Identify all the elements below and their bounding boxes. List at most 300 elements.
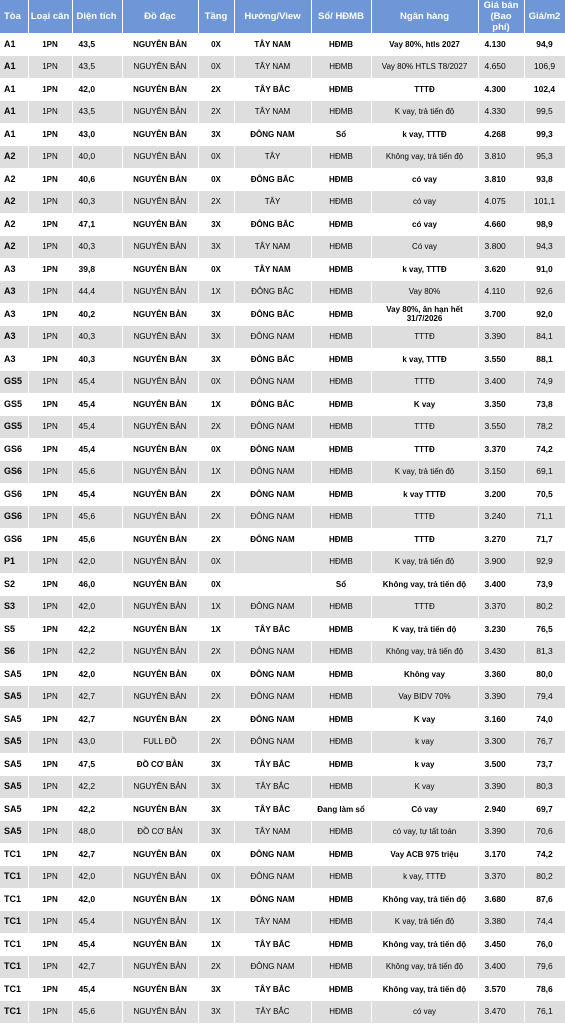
cell-tang: 3X	[198, 213, 234, 236]
cell-gia-ban: 3.550	[478, 416, 524, 439]
cell-tang: 0X	[198, 258, 234, 281]
cell-gia-ban: 3.400	[478, 573, 524, 596]
cell-tang: 1X	[198, 933, 234, 956]
cell-toa: TC1	[0, 1001, 28, 1024]
cell-toa: S2	[0, 573, 28, 596]
cell-dien-tich: 40,3	[72, 348, 122, 371]
cell-ngan-hang: k vay, TTTĐ	[371, 123, 478, 146]
cell-huong: ĐÔNG NAM	[234, 528, 311, 551]
cell-dien-tich: 42,0	[72, 663, 122, 686]
cell-ngan-hang: TTTĐ	[371, 596, 478, 619]
cell-do-dac: NGUYÊN BẢN	[122, 528, 198, 551]
cell-tang: 1X	[198, 461, 234, 484]
cell-gia-ban: 3.230	[478, 618, 524, 641]
cell-gia-m2: 102,4	[524, 78, 565, 101]
cell-dien-tich: 45,6	[72, 528, 122, 551]
cell-gia-ban: 3.240	[478, 506, 524, 529]
cell-loai-can: 1PN	[28, 978, 72, 1001]
cell-huong: ĐÔNG NAM	[234, 663, 311, 686]
cell-toa: A2	[0, 146, 28, 169]
cell-gia-ban: 3.200	[478, 483, 524, 506]
cell-ngan-hang: TTTĐ	[371, 528, 478, 551]
cell-dien-tich: 42,2	[72, 798, 122, 821]
cell-dien-tich: 42,0	[72, 866, 122, 889]
table-row	[0, 191, 565, 214]
cell-ngan-hang: Không vay	[371, 663, 478, 686]
cell-dien-tich: 45,4	[72, 393, 122, 416]
cell-ngan-hang: TTTĐ	[371, 416, 478, 439]
cell-do-dac: NGUYÊN BẢN	[122, 33, 198, 56]
cell-loai-can: 1PN	[28, 551, 72, 574]
table-row	[0, 843, 565, 866]
cell-gia-m2: 69,7	[524, 798, 565, 821]
cell-dien-tich: 45,4	[72, 483, 122, 506]
table-row	[0, 573, 565, 596]
cell-toa: SA5	[0, 753, 28, 776]
cell-gia-m2: 91,0	[524, 258, 565, 281]
cell-ngan-hang: TTTĐ	[371, 371, 478, 394]
cell-gia-ban: 3.150	[478, 461, 524, 484]
cell-toa: SA5	[0, 708, 28, 731]
cell-gia-ban: 4.268	[478, 123, 524, 146]
cell-tang: 0X	[198, 866, 234, 889]
cell-loai-can: 1PN	[28, 821, 72, 844]
cell-toa: GS6	[0, 461, 28, 484]
cell-toa: TC1	[0, 888, 28, 911]
cell-loai-can: 1PN	[28, 798, 72, 821]
cell-huong: ĐÔNG NAM	[234, 506, 311, 529]
table-row	[0, 1001, 565, 1024]
cell-ngan-hang: k vay, TTTĐ	[371, 348, 478, 371]
table-row	[0, 416, 565, 439]
cell-do-dac: NGUYÊN BẢN	[122, 641, 198, 664]
cell-so-hdmb: HĐMB	[311, 528, 371, 551]
cell-toa: A3	[0, 326, 28, 349]
cell-do-dac: NGUYÊN BẢN	[122, 236, 198, 259]
cell-tang: 1X	[198, 911, 234, 934]
cell-do-dac: NGUYÊN BẢN	[122, 483, 198, 506]
cell-do-dac: NGUYÊN BẢN	[122, 56, 198, 79]
cell-toa: GS6	[0, 528, 28, 551]
cell-dien-tich: 45,6	[72, 1001, 122, 1024]
cell-toa: GS6	[0, 483, 28, 506]
cell-gia-m2: 94,3	[524, 236, 565, 259]
cell-so-hdmb: HĐMB	[311, 348, 371, 371]
cell-ngan-hang: Vay ACB 975 triệu	[371, 843, 478, 866]
cell-gia-ban: 3.450	[478, 933, 524, 956]
header-so-hdmb: Sổ/ HĐMB	[311, 0, 371, 33]
cell-ngan-hang: TTTĐ	[371, 78, 478, 101]
cell-loai-can: 1PN	[28, 348, 72, 371]
cell-toa: SA5	[0, 663, 28, 686]
header-loai-can: Loại căn	[28, 0, 72, 33]
header-gia-m2: Giá/m2	[524, 0, 565, 33]
cell-ngan-hang: Không vay, trả tiến độ	[371, 573, 478, 596]
cell-do-dac: ĐỒ CƠ BẢN	[122, 753, 198, 776]
cell-ngan-hang: Vay 80%, htls 2027	[371, 33, 478, 56]
cell-tang: 2X	[198, 506, 234, 529]
cell-toa: SA5	[0, 731, 28, 754]
cell-do-dac: NGUYÊN BẢN	[122, 978, 198, 1001]
cell-gia-m2: 92,9	[524, 551, 565, 574]
cell-gia-m2: 79,6	[524, 956, 565, 979]
table-row	[0, 213, 565, 236]
cell-dien-tich: 42,0	[72, 596, 122, 619]
cell-loai-can: 1PN	[28, 78, 72, 101]
cell-so-hdmb: Sổ	[311, 573, 371, 596]
cell-toa: SA5	[0, 776, 28, 799]
cell-tang: 3X	[198, 326, 234, 349]
cell-toa: TC1	[0, 911, 28, 934]
cell-huong: ĐÔNG NAM	[234, 596, 311, 619]
cell-huong: ĐÔNG NAM	[234, 866, 311, 889]
cell-dien-tich: 47,1	[72, 213, 122, 236]
cell-so-hdmb: HĐMB	[311, 933, 371, 956]
cell-do-dac: NGUYÊN BẢN	[122, 416, 198, 439]
cell-so-hdmb: HĐMB	[311, 146, 371, 169]
cell-dien-tich: 45,4	[72, 978, 122, 1001]
cell-dien-tich: 43,0	[72, 123, 122, 146]
cell-tang: 1X	[198, 393, 234, 416]
cell-do-dac: ĐỒ CƠ BẢN	[122, 821, 198, 844]
cell-ngan-hang: TTTĐ	[371, 506, 478, 529]
cell-dien-tich: 42,7	[72, 956, 122, 979]
cell-dien-tich: 48,0	[72, 821, 122, 844]
cell-do-dac: NGUYÊN BẢN	[122, 551, 198, 574]
cell-toa: A1	[0, 33, 28, 56]
cell-do-dac: NGUYÊN BẢN	[122, 78, 198, 101]
cell-do-dac: NGUYÊN BẢN	[122, 303, 198, 326]
cell-gia-m2: 70,5	[524, 483, 565, 506]
cell-do-dac: NGUYÊN BẢN	[122, 663, 198, 686]
header-gia-ban: Giá bán (Bao phí)	[478, 0, 524, 33]
cell-so-hdmb: HĐMB	[311, 326, 371, 349]
table-row	[0, 506, 565, 529]
cell-do-dac: NGUYÊN BẢN	[122, 281, 198, 304]
cell-tang: 2X	[198, 686, 234, 709]
cell-dien-tich: 43,5	[72, 33, 122, 56]
cell-gia-m2: 76,1	[524, 1001, 565, 1024]
cell-huong: TÂY BẮC	[234, 978, 311, 1001]
cell-gia-ban: 4.650	[478, 56, 524, 79]
cell-ngan-hang: Không vay, trả tiến độ	[371, 956, 478, 979]
table-row	[0, 776, 565, 799]
cell-do-dac: NGUYÊN BẢN	[122, 573, 198, 596]
cell-tang: 2X	[198, 78, 234, 101]
cell-so-hdmb: HĐMB	[311, 551, 371, 574]
cell-gia-m2: 80,2	[524, 596, 565, 619]
cell-huong: TÂY NAM	[234, 101, 311, 124]
cell-toa: GS5	[0, 416, 28, 439]
cell-gia-m2: 73,8	[524, 393, 565, 416]
cell-gia-m2: 98,9	[524, 213, 565, 236]
cell-huong: TÂY NAM	[234, 33, 311, 56]
table-row	[0, 146, 565, 169]
table-row	[0, 753, 565, 776]
cell-huong: TÂY BẮC	[234, 78, 311, 101]
cell-gia-ban: 3.620	[478, 258, 524, 281]
cell-toa: SA5	[0, 821, 28, 844]
cell-tang: 0X	[198, 371, 234, 394]
cell-ngan-hang: k vay, TTTĐ	[371, 258, 478, 281]
cell-tang: 3X	[198, 776, 234, 799]
cell-so-hdmb: HĐMB	[311, 168, 371, 191]
cell-loai-can: 1PN	[28, 191, 72, 214]
cell-loai-can: 1PN	[28, 708, 72, 731]
cell-so-hdmb: HĐMB	[311, 911, 371, 934]
cell-tang: 0X	[198, 56, 234, 79]
cell-gia-ban: 3.390	[478, 326, 524, 349]
cell-toa: A3	[0, 303, 28, 326]
cell-do-dac: NGUYÊN BẢN	[122, 213, 198, 236]
cell-loai-can: 1PN	[28, 911, 72, 934]
table-row	[0, 371, 565, 394]
cell-dien-tich: 45,4	[72, 933, 122, 956]
cell-tang: 0X	[198, 33, 234, 56]
table-row	[0, 933, 565, 956]
cell-do-dac: NGUYÊN BẢN	[122, 326, 198, 349]
cell-huong: ĐÔNG NAM	[234, 461, 311, 484]
cell-gia-ban: 3.390	[478, 686, 524, 709]
cell-huong: ĐÔNG BẮC	[234, 168, 311, 191]
cell-do-dac: NGUYÊN BẢN	[122, 686, 198, 709]
cell-do-dac: NGUYÊN BẢN	[122, 123, 198, 146]
table-row	[0, 78, 565, 101]
cell-tang: 1X	[198, 596, 234, 619]
cell-do-dac: NGUYÊN BẢN	[122, 776, 198, 799]
cell-gia-ban: 3.360	[478, 663, 524, 686]
cell-gia-ban: 3.500	[478, 753, 524, 776]
table-row	[0, 123, 565, 146]
cell-loai-can: 1PN	[28, 213, 72, 236]
cell-dien-tich: 40,3	[72, 236, 122, 259]
cell-so-hdmb: HĐMB	[311, 258, 371, 281]
cell-so-hdmb: Sổ	[311, 123, 371, 146]
cell-tang: 2X	[198, 191, 234, 214]
cell-dien-tich: 45,4	[72, 371, 122, 394]
cell-loai-can: 1PN	[28, 1001, 72, 1024]
cell-do-dac: NGUYÊN BẢN	[122, 168, 198, 191]
cell-do-dac: NGUYÊN BẢN	[122, 348, 198, 371]
cell-gia-ban: 3.550	[478, 348, 524, 371]
cell-gia-m2: 74,9	[524, 371, 565, 394]
cell-gia-m2: 101,1	[524, 191, 565, 214]
cell-gia-m2: 76,5	[524, 618, 565, 641]
cell-loai-can: 1PN	[28, 258, 72, 281]
table-row	[0, 911, 565, 934]
cell-do-dac: NGUYÊN BẢN	[122, 438, 198, 461]
cell-so-hdmb: HĐMB	[311, 371, 371, 394]
cell-huong	[234, 573, 311, 596]
cell-do-dac: NGUYÊN BẢN	[122, 258, 198, 281]
cell-ngan-hang: k vay TTTĐ	[371, 483, 478, 506]
cell-huong: TÂY BẮC	[234, 753, 311, 776]
cell-toa: TC1	[0, 956, 28, 979]
cell-gia-m2: 93,8	[524, 168, 565, 191]
header-huong: Hướng/View	[234, 0, 311, 33]
cell-ngan-hang: có vay	[371, 213, 478, 236]
cell-gia-m2: 84,1	[524, 326, 565, 349]
cell-gia-ban: 3.400	[478, 956, 524, 979]
table-row	[0, 528, 565, 551]
cell-toa: TC1	[0, 978, 28, 1001]
header-ngan-hang: Ngân hàng	[371, 0, 478, 33]
cell-tang: 3X	[198, 123, 234, 146]
table-row	[0, 281, 565, 304]
cell-so-hdmb: HĐMB	[311, 731, 371, 754]
table-row	[0, 618, 565, 641]
cell-gia-m2: 76,7	[524, 731, 565, 754]
cell-toa: GS6	[0, 438, 28, 461]
table-row	[0, 33, 565, 56]
cell-huong: ĐÔNG BẮC	[234, 348, 311, 371]
cell-loai-can: 1PN	[28, 866, 72, 889]
cell-gia-ban: 3.370	[478, 596, 524, 619]
cell-tang: 2X	[198, 731, 234, 754]
cell-so-hdmb: HĐMB	[311, 506, 371, 529]
cell-loai-can: 1PN	[28, 843, 72, 866]
cell-huong: ĐÔNG NAM	[234, 888, 311, 911]
cell-dien-tich: 45,4	[72, 438, 122, 461]
cell-loai-can: 1PN	[28, 146, 72, 169]
cell-do-dac: NGUYÊN BẢN	[122, 1001, 198, 1024]
cell-loai-can: 1PN	[28, 371, 72, 394]
cell-ngan-hang: Không vay, trả tiến độ	[371, 888, 478, 911]
cell-gia-ban: 4.300	[478, 78, 524, 101]
cell-tang: 2X	[198, 956, 234, 979]
cell-so-hdmb: HĐMB	[311, 821, 371, 844]
cell-gia-m2: 80,0	[524, 663, 565, 686]
cell-dien-tich: 44,4	[72, 281, 122, 304]
cell-gia-ban: 3.350	[478, 393, 524, 416]
cell-ngan-hang: TTTĐ	[371, 326, 478, 349]
cell-ngan-hang: Có vay	[371, 798, 478, 821]
cell-gia-m2: 74,0	[524, 708, 565, 731]
cell-gia-m2: 74,4	[524, 911, 565, 934]
cell-gia-ban: 3.900	[478, 551, 524, 574]
cell-dien-tich: 40,2	[72, 303, 122, 326]
cell-huong: ĐÔNG BẮC	[234, 303, 311, 326]
header-toa: Tòa	[0, 0, 28, 33]
cell-ngan-hang: có vay, tự tất toán	[371, 821, 478, 844]
table-row	[0, 483, 565, 506]
cell-toa: GS5	[0, 393, 28, 416]
cell-gia-m2: 87,6	[524, 888, 565, 911]
cell-gia-ban: 3.380	[478, 911, 524, 934]
cell-tang: 2X	[198, 708, 234, 731]
cell-gia-ban: 3.270	[478, 528, 524, 551]
cell-dien-tich: 42,0	[72, 78, 122, 101]
cell-loai-can: 1PN	[28, 686, 72, 709]
cell-gia-ban: 3.160	[478, 708, 524, 731]
cell-so-hdmb: HĐMB	[311, 641, 371, 664]
cell-gia-m2: 71,7	[524, 528, 565, 551]
cell-gia-ban: 4.330	[478, 101, 524, 124]
table-row	[0, 866, 565, 889]
cell-so-hdmb: HĐMB	[311, 213, 371, 236]
cell-loai-can: 1PN	[28, 393, 72, 416]
cell-do-dac: NGUYÊN BẢN	[122, 146, 198, 169]
cell-tang: 3X	[198, 303, 234, 326]
cell-loai-can: 1PN	[28, 168, 72, 191]
cell-loai-can: 1PN	[28, 506, 72, 529]
cell-dien-tich: 47,5	[72, 753, 122, 776]
cell-gia-m2: 80,2	[524, 866, 565, 889]
cell-dien-tich: 45,4	[72, 911, 122, 934]
cell-gia-m2: 78,2	[524, 416, 565, 439]
cell-so-hdmb: HĐMB	[311, 866, 371, 889]
cell-gia-ban: 3.810	[478, 146, 524, 169]
cell-ngan-hang: K vay	[371, 776, 478, 799]
cell-gia-m2: 74,2	[524, 438, 565, 461]
cell-so-hdmb: HĐMB	[311, 393, 371, 416]
cell-ngan-hang: K vay, trả tiến độ	[371, 911, 478, 934]
cell-so-hdmb: HĐMB	[311, 56, 371, 79]
table-row	[0, 438, 565, 461]
cell-toa: S5	[0, 618, 28, 641]
cell-huong: ĐÔNG NAM	[234, 483, 311, 506]
cell-dien-tich: 42,0	[72, 888, 122, 911]
cell-toa: A2	[0, 168, 28, 191]
cell-so-hdmb: HĐMB	[311, 438, 371, 461]
cell-so-hdmb: HĐMB	[311, 956, 371, 979]
cell-gia-m2: 76,0	[524, 933, 565, 956]
cell-ngan-hang: Không vay, trả tiến độ	[371, 641, 478, 664]
cell-ngan-hang: Vay BIDV 70%	[371, 686, 478, 709]
cell-tang: 2X	[198, 416, 234, 439]
cell-toa: SA5	[0, 686, 28, 709]
cell-gia-ban: 3.430	[478, 641, 524, 664]
table-header-row	[0, 0, 565, 33]
cell-so-hdmb: Đang làm sổ	[311, 798, 371, 821]
cell-huong: ĐÔNG NAM	[234, 686, 311, 709]
table-row	[0, 596, 565, 619]
table-row	[0, 798, 565, 821]
cell-gia-ban: 3.400	[478, 371, 524, 394]
cell-so-hdmb: HĐMB	[311, 191, 371, 214]
table-row	[0, 888, 565, 911]
cell-loai-can: 1PN	[28, 596, 72, 619]
cell-toa: GS5	[0, 371, 28, 394]
cell-so-hdmb: HĐMB	[311, 753, 371, 776]
cell-dien-tich: 43,5	[72, 101, 122, 124]
cell-toa: A1	[0, 56, 28, 79]
cell-do-dac: NGUYÊN BẢN	[122, 888, 198, 911]
cell-huong: TÂY BẮC	[234, 1001, 311, 1024]
cell-ngan-hang: Không vay, trả tiến độ	[371, 146, 478, 169]
cell-do-dac: NGUYÊN BẢN	[122, 596, 198, 619]
cell-tang: 3X	[198, 978, 234, 1001]
cell-dien-tich: 45,6	[72, 506, 122, 529]
cell-ngan-hang: có vay	[371, 191, 478, 214]
cell-huong: ĐÔNG NAM	[234, 641, 311, 664]
cell-toa: A1	[0, 78, 28, 101]
cell-ngan-hang: có vay	[371, 168, 478, 191]
cell-loai-can: 1PN	[28, 641, 72, 664]
table-row	[0, 101, 565, 124]
table-row	[0, 731, 565, 754]
cell-ngan-hang: Vay 80%, ân hạn hết 31/7/2026	[371, 303, 478, 326]
cell-huong: TÂY BẮC	[234, 798, 311, 821]
cell-loai-can: 1PN	[28, 461, 72, 484]
cell-dien-tich: 40,3	[72, 191, 122, 214]
table-row	[0, 56, 565, 79]
cell-gia-ban: 3.570	[478, 978, 524, 1001]
cell-loai-can: 1PN	[28, 528, 72, 551]
cell-huong: TÂY NAM	[234, 821, 311, 844]
cell-ngan-hang: Vay 80%	[371, 281, 478, 304]
cell-so-hdmb: HĐMB	[311, 33, 371, 56]
